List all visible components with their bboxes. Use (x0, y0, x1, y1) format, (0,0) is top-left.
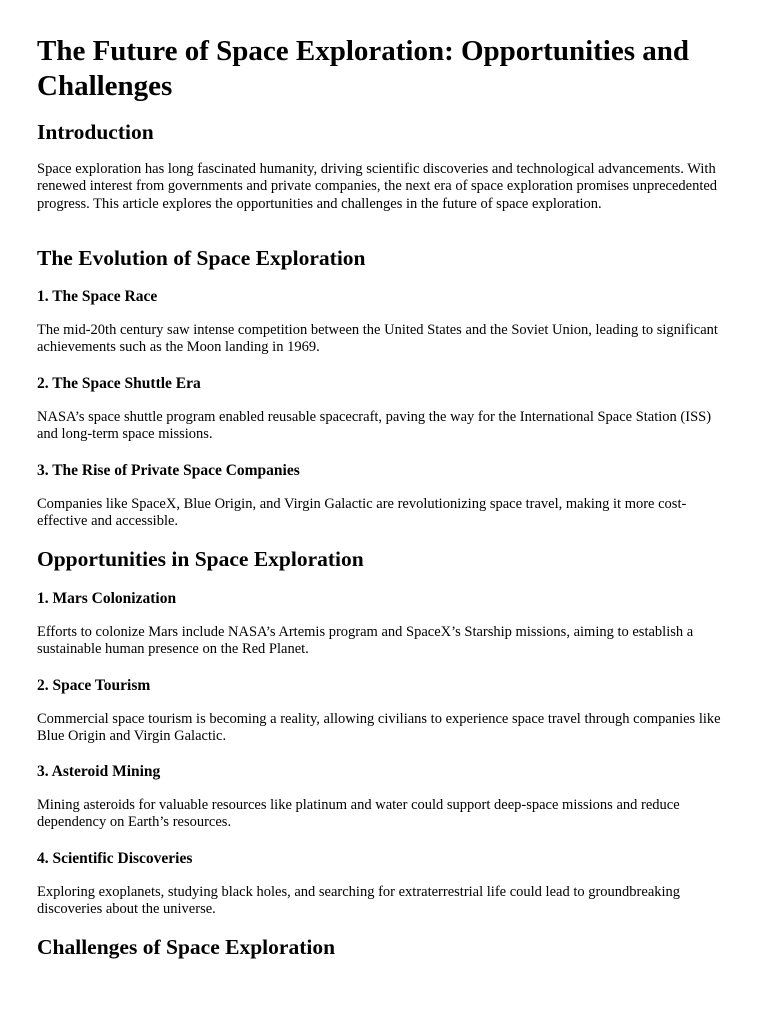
paragraph-mars: Efforts to colonize Mars include NASA’s Artemis program and SpaceX’s Starship missions, aiming to establish a sustainable human presence on the Red Planet. (37, 624, 694, 658)
subsection-heading-space-race: 1. The Space Race (37, 288, 158, 305)
section-heading-challenges: Challenges of Space Exploration (37, 935, 336, 959)
subsection-heading-tourism: 2. Space Tourism (37, 677, 151, 694)
paragraph-tourism: Commercial space tourism is becoming a reality, allowing civilians to experience space travel through companies like Blue Origin and Virgin Galactic. (37, 711, 721, 745)
document-title: The Future of Space Exploration: Opportunities and Challenges (37, 35, 690, 102)
introduction-paragraph: Space exploration has long fascinated humanity, driving scientific discoveries and technological advancements. With renewed interest from governments and private companies, the next era of space exploration promises unprecedented progress. This article explores the opportunities and challenges in the future of space exploration. (37, 161, 718, 212)
paragraph-space-race: The mid-20th century saw intense competition between the United States and the Soviet Union, leading to significant achievements such as the Moon landing in 1969. (37, 322, 718, 356)
subsection-heading-private-companies: 3. The Rise of Private Space Companies (37, 462, 300, 479)
subsection-heading-asteroid-mining: 3. Asteroid Mining (37, 763, 161, 780)
paragraph-scientific-discoveries: Exploring exoplanets, studying black holes, and searching for extraterrestrial life could lead to groundbreaking discoveries about the universe. (37, 884, 681, 918)
section-heading-evolution: The Evolution of Space Exploration (37, 246, 366, 270)
paragraph-space-shuttle: NASA’s space shuttle program enabled reusable spacecraft, paving the way for the International Space Station (ISS) and long-term space missions. (37, 409, 712, 443)
subsection-heading-scientific-discoveries: 4. Scientific Discoveries (37, 850, 193, 867)
section-heading-opportunities: Opportunities in Space Exploration (37, 547, 364, 571)
section-heading-introduction: Introduction (37, 120, 154, 144)
paragraph-asteroid-mining: Mining asteroids for valuable resources like platinum and water could support deep-space missions and reduce dependency on Earth’s resources. (37, 797, 680, 831)
paragraph-private-companies: Companies like SpaceX, Blue Origin, and Virgin Galactic are revolutionizing space travel, making it more cost-effective and accessible. (37, 496, 687, 530)
subsection-heading-space-shuttle: 2. The Space Shuttle Era (37, 375, 201, 392)
subsection-heading-mars: 1. Mars Colonization (37, 590, 177, 607)
